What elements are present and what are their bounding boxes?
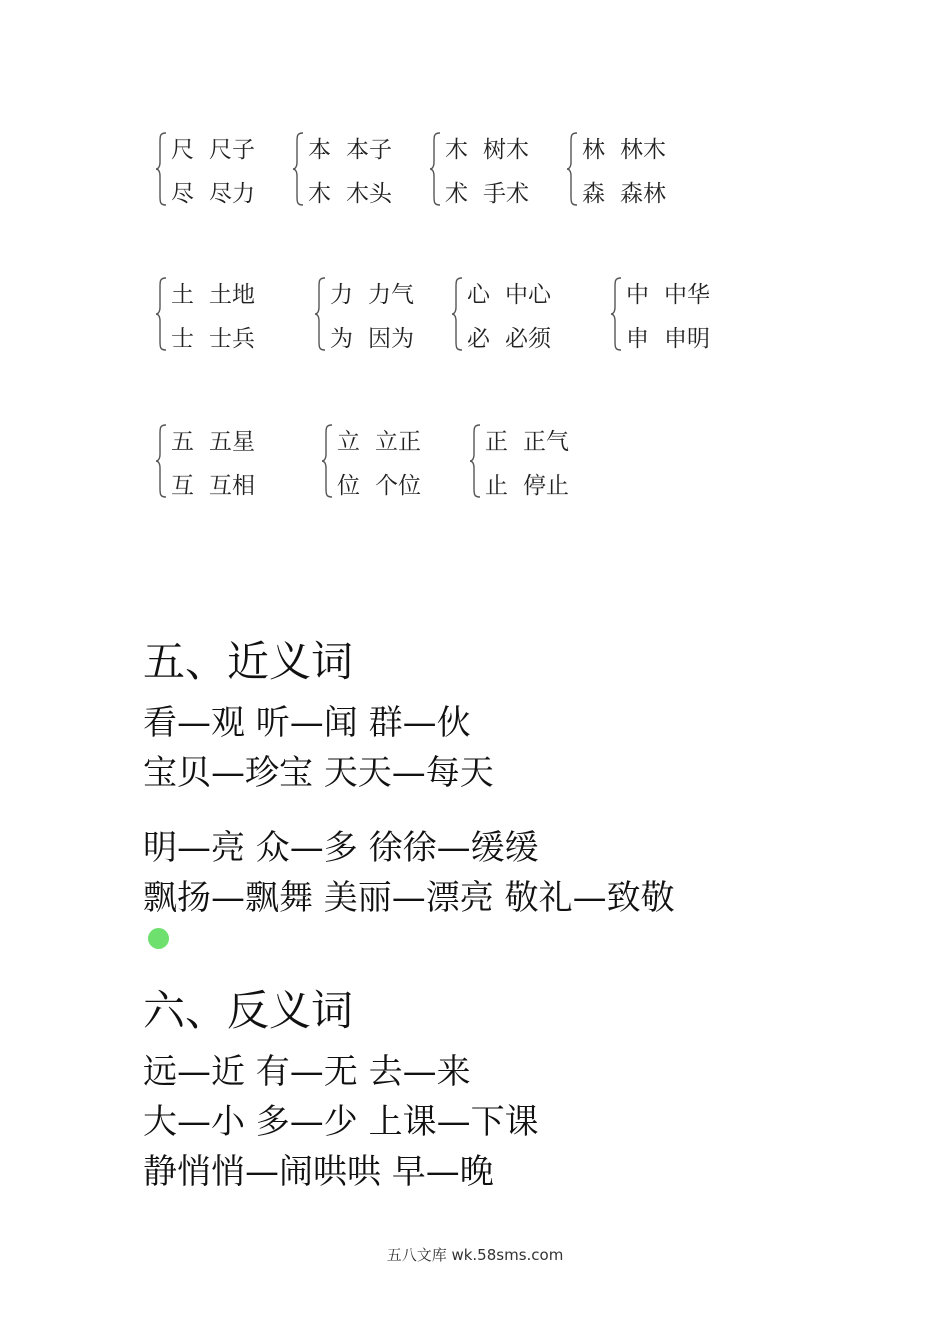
pair-line-bottom: 必 必须 (467, 326, 551, 352)
antonym-row: 大—小 多—少 上课—下课 (143, 1102, 539, 1142)
synonym-row: 看—观 听—闻 群—伙 (143, 703, 471, 743)
brace-icon (314, 277, 326, 351)
pair-line-top: 土 土地 (171, 282, 255, 308)
pair-line-bottom: 互 互相 (171, 473, 255, 499)
char-pair-9 (155, 420, 315, 500)
pair-line-bottom: 止 停止 (485, 473, 569, 499)
brace-icon (292, 132, 304, 206)
pair-line-top: 本 本子 (308, 137, 392, 163)
char-pair-5 (155, 273, 315, 353)
pair-line-top: 中 中华 (626, 282, 710, 308)
brace-icon (451, 277, 463, 351)
brace-icon (155, 277, 167, 351)
antonyms-heading: 六、反义词 (143, 986, 354, 1035)
char-pair-11 (469, 420, 629, 500)
synonym-row: 宝贝—珍宝 天天—每天 (143, 753, 494, 793)
pair-line-bottom: 位 个位 (337, 473, 421, 499)
footer-watermark: 五八文库 wk.58sms.com (386, 1246, 564, 1264)
pair-line-top: 林 林木 (582, 137, 666, 163)
pair-line-top: 心 中心 (467, 282, 551, 308)
antonym-row: 远—近 有—无 去—来 (143, 1052, 471, 1092)
pair-line-top: 力 力气 (330, 282, 414, 308)
pair-line-top: 立 立正 (337, 429, 421, 455)
brace-icon (469, 424, 481, 498)
char-pair-6 (314, 273, 474, 353)
pair-line-bottom: 士 士兵 (171, 326, 255, 352)
brace-icon (610, 277, 622, 351)
pair-line-top: 尺 尺子 (171, 137, 255, 163)
pair-line-bottom: 为 因为 (330, 326, 414, 352)
green-dot-marker (148, 928, 169, 949)
char-pair-7 (451, 273, 611, 353)
pair-line-top: 木 树木 (445, 137, 529, 163)
pair-line-bottom: 尽 尽力 (171, 181, 255, 207)
brace-icon (155, 424, 167, 498)
pair-line-top: 五 五星 (171, 429, 255, 455)
pair-line-bottom: 申 申明 (626, 326, 710, 352)
pair-line-bottom: 森 森林 (582, 181, 666, 207)
synonym-row: 飘扬—飘舞 美丽—漂亮 敬礼—致敬 (143, 878, 675, 918)
pair-line-bottom: 木 木头 (308, 181, 392, 207)
brace-icon (155, 132, 167, 206)
synonyms-heading: 五、近义词 (143, 637, 354, 686)
pair-line-top: 正 正气 (485, 429, 569, 455)
pair-line-bottom: 术 手术 (445, 181, 529, 207)
char-pair-4 (566, 128, 726, 208)
brace-icon (566, 132, 578, 206)
char-pair-1 (155, 128, 315, 208)
antonym-row: 静悄悄—闹哄哄 早—晚 (143, 1152, 494, 1192)
char-pair-2 (292, 128, 452, 208)
synonym-row: 明—亮 众—多 徐徐—缓缓 (143, 828, 539, 868)
char-pair-3 (429, 128, 589, 208)
brace-icon (321, 424, 333, 498)
char-pair-8 (610, 273, 770, 353)
brace-icon (429, 132, 441, 206)
char-pair-10 (321, 420, 481, 500)
